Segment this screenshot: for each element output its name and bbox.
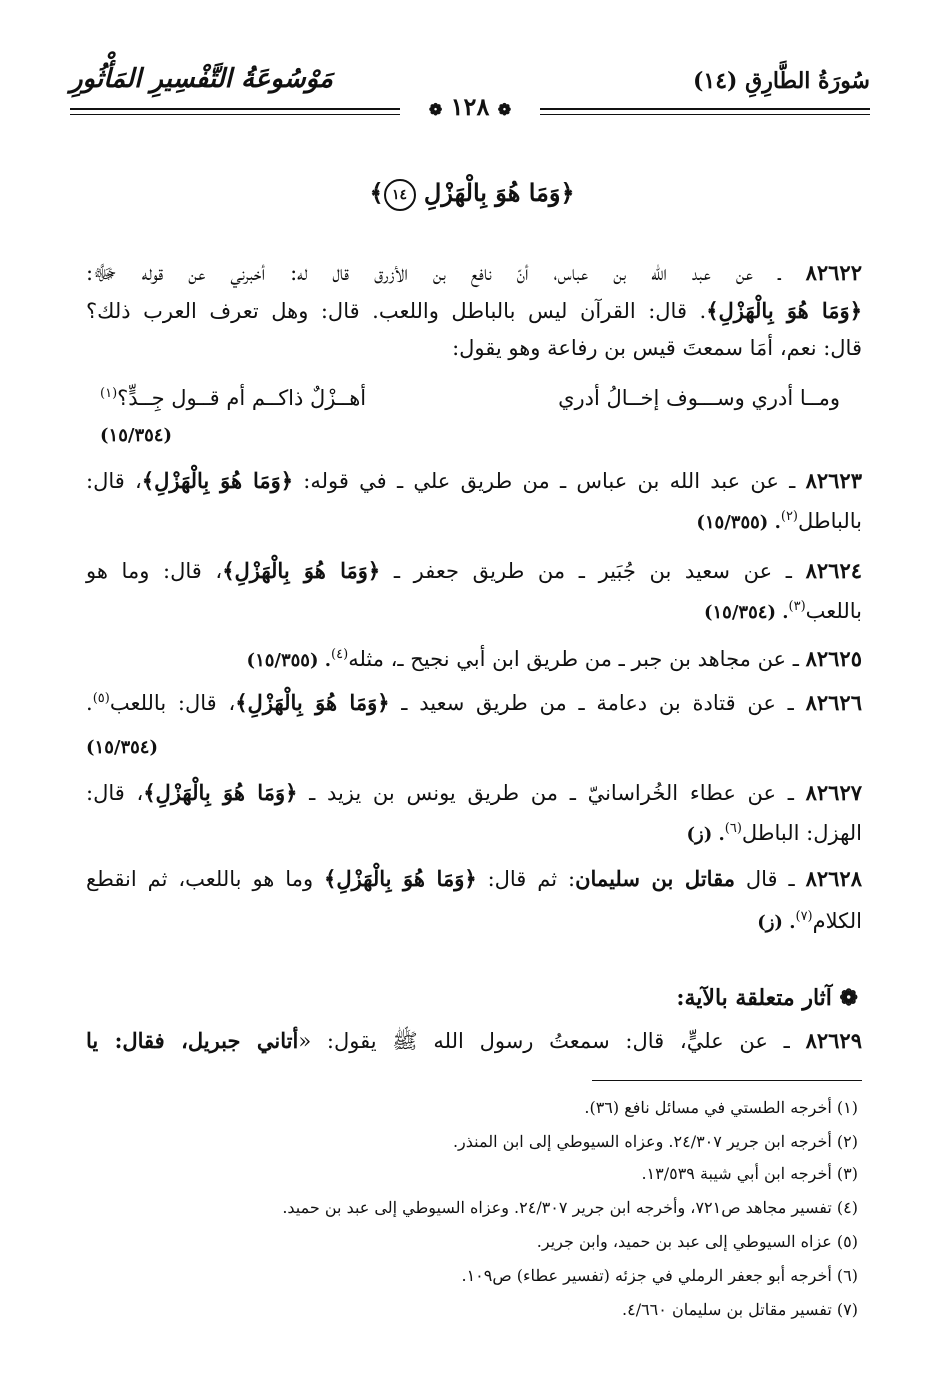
text-line-1 — [86, 262, 862, 284]
header-rule-right — [540, 108, 870, 110]
hadith-number: ٨٢٦٢٢ — [805, 260, 862, 285]
footnote-marker: (١) — [100, 386, 118, 401]
hadith-number: ٨٢٦٢٦ — [805, 690, 862, 715]
verse-heading — [0, 178, 944, 211]
section-title: ❁ آثار متعلقة بالآية: — [676, 985, 858, 1011]
quran-quote: ﴿وَمَا هُوَ بِالْهَزْلِ﴾ — [141, 468, 294, 493]
quran-quote: ﴿وَمَا هُوَ بِالْهَزْلِ﴾ — [222, 558, 381, 583]
text-line-12: الهزل: الباطل$^{(٦)}$. (ز) — [686, 821, 862, 845]
quran-quote: ﴿وَمَا هُوَ بِالْهَزْلِ﴾ — [143, 780, 298, 805]
header-rule-right-thin — [540, 114, 870, 115]
footnote-3: (٣) أخرجه ابن أبي شيبة ١٣/٥٣٩. — [641, 1164, 858, 1183]
quran-quote: ﴿وَمَا هُوَ بِالْهَزْلِ﴾ — [235, 690, 390, 715]
text-line-11: ٨٢٦٢٧ ـ عن عطاء الخُراسانيّ ـ من طريق يونس بن يزيد ـ ﴿وَمَا هُوَ بِالْهَزْلِ﴾، قال: — [86, 780, 863, 805]
footnote-6: (٦) أخرجه أبو جعفر الرملي في جزئه (تفسير عطاء) ص١٠٩. — [461, 1266, 858, 1285]
footnote-1: (١) أخرجه الطستي في مسائل نافع (٣٦). — [584, 1098, 858, 1117]
line-text: ـ عن عبد الله بن عباس، أنّ نافع بن الأزرق قال له: أخبرني عن قوله ﷻ: — [86, 261, 806, 285]
text-line-15: ٨٢٦٢٩ ـ عن عليٍّ، قال: سمعتُ رسول الله ﷺ يقول: «أتاني جبريل، فقال: يا — [86, 1028, 862, 1053]
bold-name: مقاتل بن سليمان — [575, 866, 735, 891]
hadith-number: ٨٢٦٢٩ — [805, 1028, 862, 1053]
footnote-5: (٥) عزاه السيوطي إلى عبد بن حميد، وابن جرير. — [536, 1232, 858, 1251]
line-text: قال: نعم، أمَا سمعتَ قيس بن رفاعة وهو يقول: — [452, 336, 862, 360]
line-text: . قال: القرآن ليس بالباطل واللعب. قال: وهل تعرف العرب ذلك؟ — [86, 299, 707, 323]
hadith-number: ٨٢٦٢٣ — [805, 468, 862, 493]
text-line-4: ٨٢٦٢٣ ـ عن عبد الله بن عباس ـ من طريق علي ـ في قوله: ﴿وَمَا هُوَ بِالْهَزْلِ﴾، قال: — [86, 468, 862, 493]
poem-hemistich-1: ومــا أدري وســـوف إخــالُ أدري — [558, 386, 840, 410]
hadith-number: ٨٢٦٢٨ — [805, 866, 862, 891]
header-rule-left — [70, 108, 400, 110]
verse-close: ﴾ — [369, 178, 384, 207]
poem-hemistich-2: أهــزْلٌ ذاكــم أم قــول جِــدٍّ؟$^{(١)}$ — [100, 386, 367, 410]
hadith-number: ٨٢٦٢٥ — [805, 646, 862, 671]
page-number-block — [400, 92, 540, 121]
text-line-2 — [86, 300, 862, 322]
text-line-10: (١٥/٣٥٤) — [86, 737, 158, 758]
footnote-marker: (٥) — [92, 691, 110, 706]
book-title: مَوْسُوعَةُ التَّفْسِيرِ المَأْثُورِ — [70, 64, 333, 94]
text-line-5: بالباطل$^{(٢)}$. (١٥/٣٥٥) — [696, 509, 862, 533]
text-line-7: باللعب$^{(٣)}$. (١٥/٣٥٤) — [703, 599, 862, 623]
footnote-marker: (٤) — [331, 647, 349, 662]
footnote-marker: (٧) — [795, 909, 813, 924]
page-header — [70, 64, 870, 124]
chapter-name: سُورَةُ الطَّارِقِ — [745, 68, 870, 94]
text-line-8: ٨٢٦٢٥ ـ عن مجاهد بن جبر ـ من طريق ابن أبي نجيح ـ، مثله$^{(٤)}$. (١٥/٣٥٥) — [246, 646, 862, 671]
ornament-icon: ❁ — [428, 100, 443, 119]
text-line-6: ٨٢٦٢٤ ـ عن سعيد بن جُبَير ـ من طريق جعفر ـ ﴿وَمَا هُوَ بِالْهَزْلِ﴾، قال: وما هو — [86, 558, 863, 583]
hadith-number: ٨٢٦٢٤ — [805, 558, 863, 583]
chapter-heading — [693, 68, 870, 94]
chapter-verse: (١٤) — [692, 68, 738, 94]
text-line-3 — [86, 338, 862, 359]
poem-reference: (١٥/٣٥٤) — [100, 425, 172, 446]
quran-quote: ﴿وَمَا هُوَ بِالْهَزْلِ﴾ — [706, 298, 862, 323]
footnote-2: (٢) أخرجه ابن جرير ٢٤/٣٠٧. وعزاه السيوطي إلى ابن المنذر. — [452, 1132, 858, 1151]
footnote-marker: (٣) — [788, 599, 806, 614]
verse-text: ﴿وَمَا هُوَ بِالْهَزْلِ — [423, 178, 575, 207]
hadith-number: ٨٢٦٢٧ — [805, 780, 863, 805]
footnote-marker: (٢) — [780, 509, 798, 524]
footnote-4: (٤) تفسير مجاهد ص٧٢١، وأخرجه ابن جرير ٢٤/٣٠٧. وعزاه السيوطي إلى عبد بن حميد. — [282, 1198, 858, 1217]
footnote-marker: (٦) — [724, 821, 742, 836]
header-rule-left-thin — [70, 114, 400, 115]
ornament-icon: ❁ — [497, 100, 512, 119]
footnote-separator — [592, 1080, 862, 1081]
footnote-7: (٧) تفسير مقاتل بن سليمان ٤/٦٦٠. — [622, 1300, 858, 1319]
text-line-14: الكلام$^{(٧)}$. (ز) — [757, 909, 862, 933]
ayah-number-icon: ١٤ — [384, 179, 416, 211]
bold-quote: أتاني جبريل، فقال: يا — [86, 1028, 299, 1053]
text-line-13: ٨٢٦٢٨ ـ قال مقاتل بن سليمان: ثم قال: ﴿وَمَا هُوَ بِالْهَزْلِ﴾ وما هو باللعب، ثم انقطع — [86, 866, 862, 891]
quran-quote: ﴿وَمَا هُوَ بِالْهَزْلِ﴾ — [324, 866, 477, 891]
text-line-9: ٨٢٦٢٦ ـ عن قتادة بن دعامة ـ من طريق سعيد ـ ﴿وَمَا هُوَ بِالْهَزْلِ﴾، قال: باللعب$^{(٥)}$. — [86, 690, 862, 715]
page-number: ١٢٨ — [450, 92, 490, 121]
